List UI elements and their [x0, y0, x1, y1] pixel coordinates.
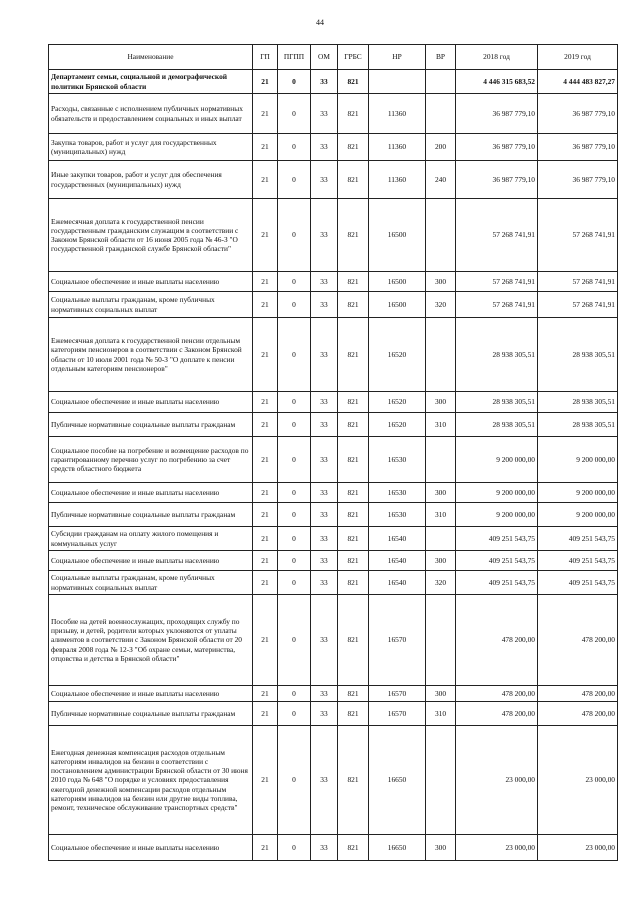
cell-2019: 409 251 543,75: [538, 551, 618, 571]
cell-2019: 9 200 000,00: [538, 503, 618, 527]
table-row: [49, 413, 618, 437]
cell-ppgp: 0: [278, 292, 311, 318]
cell-name: Ежегодная денежная компенсация расходов отдельным категориям инвалидов на бензин в соответствии с постановлением администрации Брянской области от 30 июня 2010 года № 648 "О порядке и условиях предоставления ежегодной денежной компенсации расходов отдельным категориям инвалидов на бензин или другие виды топлива, ремонт, техническое обслуживание транспортных средств": [49, 726, 253, 835]
cell-gp: 21: [253, 571, 278, 595]
header-vr: ВР: [426, 45, 456, 70]
cell-nr: 11360: [369, 134, 426, 161]
cell-gp: 21: [253, 413, 278, 437]
cell-vr: [426, 527, 456, 551]
cell-2019: 28 938 305,51: [538, 392, 618, 413]
cell-nr: 16530: [369, 437, 426, 483]
cell-2018: 409 251 543,75: [456, 571, 538, 595]
cell-om: 33: [311, 483, 338, 503]
cell-name: Социальные выплаты гражданам, кроме публичных нормативных социальных выплат: [49, 571, 253, 595]
cell-grbs: 821: [338, 70, 369, 94]
cell-nr: 16540: [369, 571, 426, 595]
cell-2018: 478 200,00: [456, 686, 538, 702]
cell-2019: 23 000,00: [538, 726, 618, 835]
table-row: [49, 835, 618, 861]
cell-gp: 21: [253, 551, 278, 571]
cell-om: 33: [311, 70, 338, 94]
cell-om: 33: [311, 686, 338, 702]
cell-grbs: 821: [338, 437, 369, 483]
header-grbs: ГРБС: [338, 45, 369, 70]
cell-grbs: 821: [338, 686, 369, 702]
cell-2018: 9 200 000,00: [456, 483, 538, 503]
cell-ppgp: 0: [278, 272, 311, 292]
cell-grbs: 821: [338, 161, 369, 199]
cell-2019: 4 444 483 827,27: [538, 70, 618, 94]
cell-name: Иные закупки товаров, работ и услуг для обеспечения государственных (муниципальных) нужд: [49, 161, 253, 199]
cell-grbs: 821: [338, 835, 369, 861]
cell-nr: 16540: [369, 551, 426, 571]
cell-om: 33: [311, 199, 338, 272]
table-row: [49, 551, 618, 571]
cell-2019: 28 938 305,51: [538, 318, 618, 392]
table-row: [49, 199, 618, 272]
cell-2019: 9 200 000,00: [538, 483, 618, 503]
cell-vr: 300: [426, 551, 456, 571]
page-number: 44: [316, 18, 324, 27]
table-body: [49, 70, 618, 861]
cell-name: Ежемесячная доплата к государственной пенсии отдельным категориям пенсионеров в соответствии с Законом Брянской области от 10 июля 2001 года № 50-З "О доплате к пенсии отдельным категориям пенсионеров": [49, 318, 253, 392]
cell-gp: 21: [253, 292, 278, 318]
cell-grbs: 821: [338, 272, 369, 292]
table-row: [49, 702, 618, 726]
cell-nr: 16500: [369, 199, 426, 272]
cell-ppgp: 0: [278, 392, 311, 413]
header-gp: ГП: [253, 45, 278, 70]
cell-gp: 21: [253, 199, 278, 272]
table-row: [49, 94, 618, 134]
cell-nr: [369, 70, 426, 94]
cell-om: 33: [311, 595, 338, 686]
cell-vr: 310: [426, 702, 456, 726]
budget-table: [48, 44, 618, 861]
cell-grbs: 821: [338, 292, 369, 318]
cell-om: 33: [311, 318, 338, 392]
cell-2019: 57 268 741,91: [538, 292, 618, 318]
cell-om: 33: [311, 161, 338, 199]
table-row: [49, 726, 618, 835]
cell-nr: 16650: [369, 726, 426, 835]
cell-nr: 16570: [369, 595, 426, 686]
cell-om: 33: [311, 571, 338, 595]
cell-nr: 16650: [369, 835, 426, 861]
table-row: [49, 503, 618, 527]
cell-vr: 300: [426, 392, 456, 413]
cell-vr: [426, 94, 456, 134]
cell-ppgp: 0: [278, 595, 311, 686]
cell-nr: 16570: [369, 702, 426, 726]
cell-vr: [426, 437, 456, 483]
cell-2018: 409 251 543,75: [456, 551, 538, 571]
cell-name: Публичные нормативные социальные выплаты гражданам: [49, 503, 253, 527]
cell-vr: 300: [426, 483, 456, 503]
cell-gp: 21: [253, 272, 278, 292]
cell-2019: 478 200,00: [538, 702, 618, 726]
cell-om: 33: [311, 292, 338, 318]
cell-grbs: 821: [338, 413, 369, 437]
header-nr: НР: [369, 45, 426, 70]
cell-2018: 28 938 305,51: [456, 392, 538, 413]
cell-2018: 36 987 779,10: [456, 161, 538, 199]
cell-name: Социальное обеспечение и иные выплаты населению: [49, 551, 253, 571]
cell-vr: 320: [426, 571, 456, 595]
cell-vr: 300: [426, 272, 456, 292]
cell-om: 33: [311, 527, 338, 551]
cell-2018: 9 200 000,00: [456, 503, 538, 527]
cell-nr: 16540: [369, 527, 426, 551]
cell-om: 33: [311, 835, 338, 861]
cell-2018: 478 200,00: [456, 702, 538, 726]
cell-ppgp: 0: [278, 503, 311, 527]
cell-ppgp: 0: [278, 483, 311, 503]
cell-vr: 240: [426, 161, 456, 199]
table-row: [49, 571, 618, 595]
cell-vr: [426, 199, 456, 272]
cell-name: Закупка товаров, работ и услуг для государственных (муниципальных) нужд: [49, 134, 253, 161]
cell-om: 33: [311, 702, 338, 726]
table-row: [49, 272, 618, 292]
header-ppgp: ПГПП: [278, 45, 311, 70]
cell-grbs: 821: [338, 595, 369, 686]
cell-2018: 409 251 543,75: [456, 527, 538, 551]
cell-grbs: 821: [338, 503, 369, 527]
cell-nr: 11360: [369, 161, 426, 199]
cell-ppgp: 0: [278, 835, 311, 861]
table-row: [49, 161, 618, 199]
cell-name: Социальное обеспечение и иные выплаты населению: [49, 483, 253, 503]
cell-2018: 28 938 305,51: [456, 318, 538, 392]
cell-name: Социальные выплаты гражданам, кроме публичных нормативных социальных выплат: [49, 292, 253, 318]
cell-ppgp: 0: [278, 437, 311, 483]
cell-grbs: 821: [338, 702, 369, 726]
cell-ppgp: 0: [278, 527, 311, 551]
cell-nr: 16520: [369, 392, 426, 413]
cell-gp: 21: [253, 161, 278, 199]
cell-om: 33: [311, 503, 338, 527]
cell-grbs: 821: [338, 392, 369, 413]
cell-vr: 310: [426, 503, 456, 527]
cell-vr: [426, 70, 456, 94]
cell-gp: 21: [253, 392, 278, 413]
table-row: [49, 686, 618, 702]
header-2019: 2019 год: [538, 45, 618, 70]
header-row: [49, 45, 618, 70]
header-2018: 2018 год: [456, 45, 538, 70]
cell-vr: [426, 318, 456, 392]
cell-vr: [426, 726, 456, 835]
table-row: [49, 527, 618, 551]
table-row: [49, 134, 618, 161]
cell-2019: 36 987 779,10: [538, 94, 618, 134]
cell-nr: 16520: [369, 318, 426, 392]
cell-gp: 21: [253, 726, 278, 835]
cell-grbs: 821: [338, 94, 369, 134]
cell-2018: 478 200,00: [456, 595, 538, 686]
cell-2019: 28 938 305,51: [538, 413, 618, 437]
cell-grbs: 821: [338, 726, 369, 835]
cell-om: 33: [311, 392, 338, 413]
cell-name: Департамент семьи, социальной и демографической политики Брянской области: [49, 70, 253, 94]
cell-gp: 21: [253, 437, 278, 483]
cell-2018: 57 268 741,91: [456, 272, 538, 292]
cell-ppgp: 0: [278, 702, 311, 726]
cell-grbs: 821: [338, 134, 369, 161]
cell-ppgp: 0: [278, 70, 311, 94]
cell-grbs: 821: [338, 551, 369, 571]
cell-om: 33: [311, 134, 338, 161]
cell-2018: 28 938 305,51: [456, 413, 538, 437]
cell-ppgp: 0: [278, 318, 311, 392]
header-name: Наименование: [49, 45, 253, 70]
cell-gp: 21: [253, 318, 278, 392]
table-row: [49, 70, 618, 94]
cell-ppgp: 0: [278, 161, 311, 199]
cell-ppgp: 0: [278, 199, 311, 272]
cell-2019: 409 251 543,75: [538, 571, 618, 595]
table-row: [49, 392, 618, 413]
cell-ppgp: 0: [278, 134, 311, 161]
cell-ppgp: 0: [278, 94, 311, 134]
header-om: ОМ: [311, 45, 338, 70]
cell-grbs: 821: [338, 483, 369, 503]
cell-gp: 21: [253, 70, 278, 94]
cell-gp: 21: [253, 94, 278, 134]
cell-om: 33: [311, 551, 338, 571]
cell-name: Субсидии гражданам на оплату жилого помещения и коммунальных услуг: [49, 527, 253, 551]
cell-gp: 21: [253, 702, 278, 726]
cell-om: 33: [311, 413, 338, 437]
cell-vr: 300: [426, 686, 456, 702]
cell-name: Пособие на детей военнослужащих, проходящих службу по призыву, и детей, родители которых уклоняются от уплаты алиментов в соответствии с Законом Брянской области от 20 февраля 2008 года № 12-З "Об охране семьи, материнства, отцовства и детства в Брянской области": [49, 595, 253, 686]
cell-name: Социальное обеспечение и иные выплаты населению: [49, 392, 253, 413]
cell-name: Социальное обеспечение и иные выплаты населению: [49, 835, 253, 861]
cell-gp: 21: [253, 134, 278, 161]
cell-2019: 36 987 779,10: [538, 134, 618, 161]
cell-ppgp: 0: [278, 571, 311, 595]
cell-nr: 16500: [369, 292, 426, 318]
table-row: [49, 437, 618, 483]
cell-vr: 320: [426, 292, 456, 318]
cell-nr: 16570: [369, 686, 426, 702]
cell-2018: 36 987 779,10: [456, 94, 538, 134]
cell-2018: 23 000,00: [456, 726, 538, 835]
cell-om: 33: [311, 437, 338, 483]
cell-2019: 409 251 543,75: [538, 527, 618, 551]
cell-name: Социальное обеспечение и иные выплаты населению: [49, 272, 253, 292]
cell-nr: 16530: [369, 503, 426, 527]
cell-name: Социальное пособие на погребение и возмещение расходов по гарантированному перечню услуг по погребению за счет средств областного бюджета: [49, 437, 253, 483]
cell-gp: 21: [253, 835, 278, 861]
cell-ppgp: 0: [278, 413, 311, 437]
cell-vr: [426, 595, 456, 686]
cell-2018: 9 200 000,00: [456, 437, 538, 483]
cell-2019: 23 000,00: [538, 835, 618, 861]
table-row: [49, 483, 618, 503]
table-row: [49, 318, 618, 392]
cell-ppgp: 0: [278, 551, 311, 571]
cell-vr: 310: [426, 413, 456, 437]
cell-2018: 4 446 315 683,52: [456, 70, 538, 94]
cell-2019: 478 200,00: [538, 686, 618, 702]
cell-grbs: 821: [338, 571, 369, 595]
cell-ppgp: 0: [278, 726, 311, 835]
cell-grbs: 821: [338, 318, 369, 392]
cell-2018: 57 268 741,91: [456, 292, 538, 318]
cell-vr: 300: [426, 835, 456, 861]
cell-2019: 36 987 779,10: [538, 161, 618, 199]
cell-nr: 16520: [369, 413, 426, 437]
cell-2018: 57 268 741,91: [456, 199, 538, 272]
cell-gp: 21: [253, 686, 278, 702]
cell-gp: 21: [253, 503, 278, 527]
cell-gp: 21: [253, 527, 278, 551]
cell-grbs: 821: [338, 199, 369, 272]
cell-2019: 57 268 741,91: [538, 199, 618, 272]
cell-grbs: 821: [338, 527, 369, 551]
cell-name: Ежемесячная доплата к государственной пенсии государственным гражданским служащим в соответствии с Законом Брянской области от 16 июня 2005 года № 46-З "О государственной гражданской службе Брянской области": [49, 199, 253, 272]
cell-gp: 21: [253, 595, 278, 686]
cell-name: Публичные нормативные социальные выплаты гражданам: [49, 702, 253, 726]
cell-ppgp: 0: [278, 686, 311, 702]
cell-om: 33: [311, 272, 338, 292]
cell-om: 33: [311, 94, 338, 134]
cell-nr: 16500: [369, 272, 426, 292]
cell-gp: 21: [253, 483, 278, 503]
cell-2019: 57 268 741,91: [538, 272, 618, 292]
cell-nr: 11360: [369, 94, 426, 134]
cell-name: Социальное обеспечение и иные выплаты населению: [49, 686, 253, 702]
table-row: [49, 292, 618, 318]
cell-nr: 16530: [369, 483, 426, 503]
cell-vr: 200: [426, 134, 456, 161]
cell-2018: 36 987 779,10: [456, 134, 538, 161]
cell-om: 33: [311, 726, 338, 835]
cell-name: Публичные нормативные социальные выплаты гражданам: [49, 413, 253, 437]
table-row: [49, 595, 618, 686]
table-header: [49, 45, 618, 70]
cell-2018: 23 000,00: [456, 835, 538, 861]
cell-2019: 9 200 000,00: [538, 437, 618, 483]
cell-2019: 478 200,00: [538, 595, 618, 686]
cell-name: Расходы, связанные с исполнением публичных нормативных обязательств и предоставлением социальных и иных выплат: [49, 94, 253, 134]
